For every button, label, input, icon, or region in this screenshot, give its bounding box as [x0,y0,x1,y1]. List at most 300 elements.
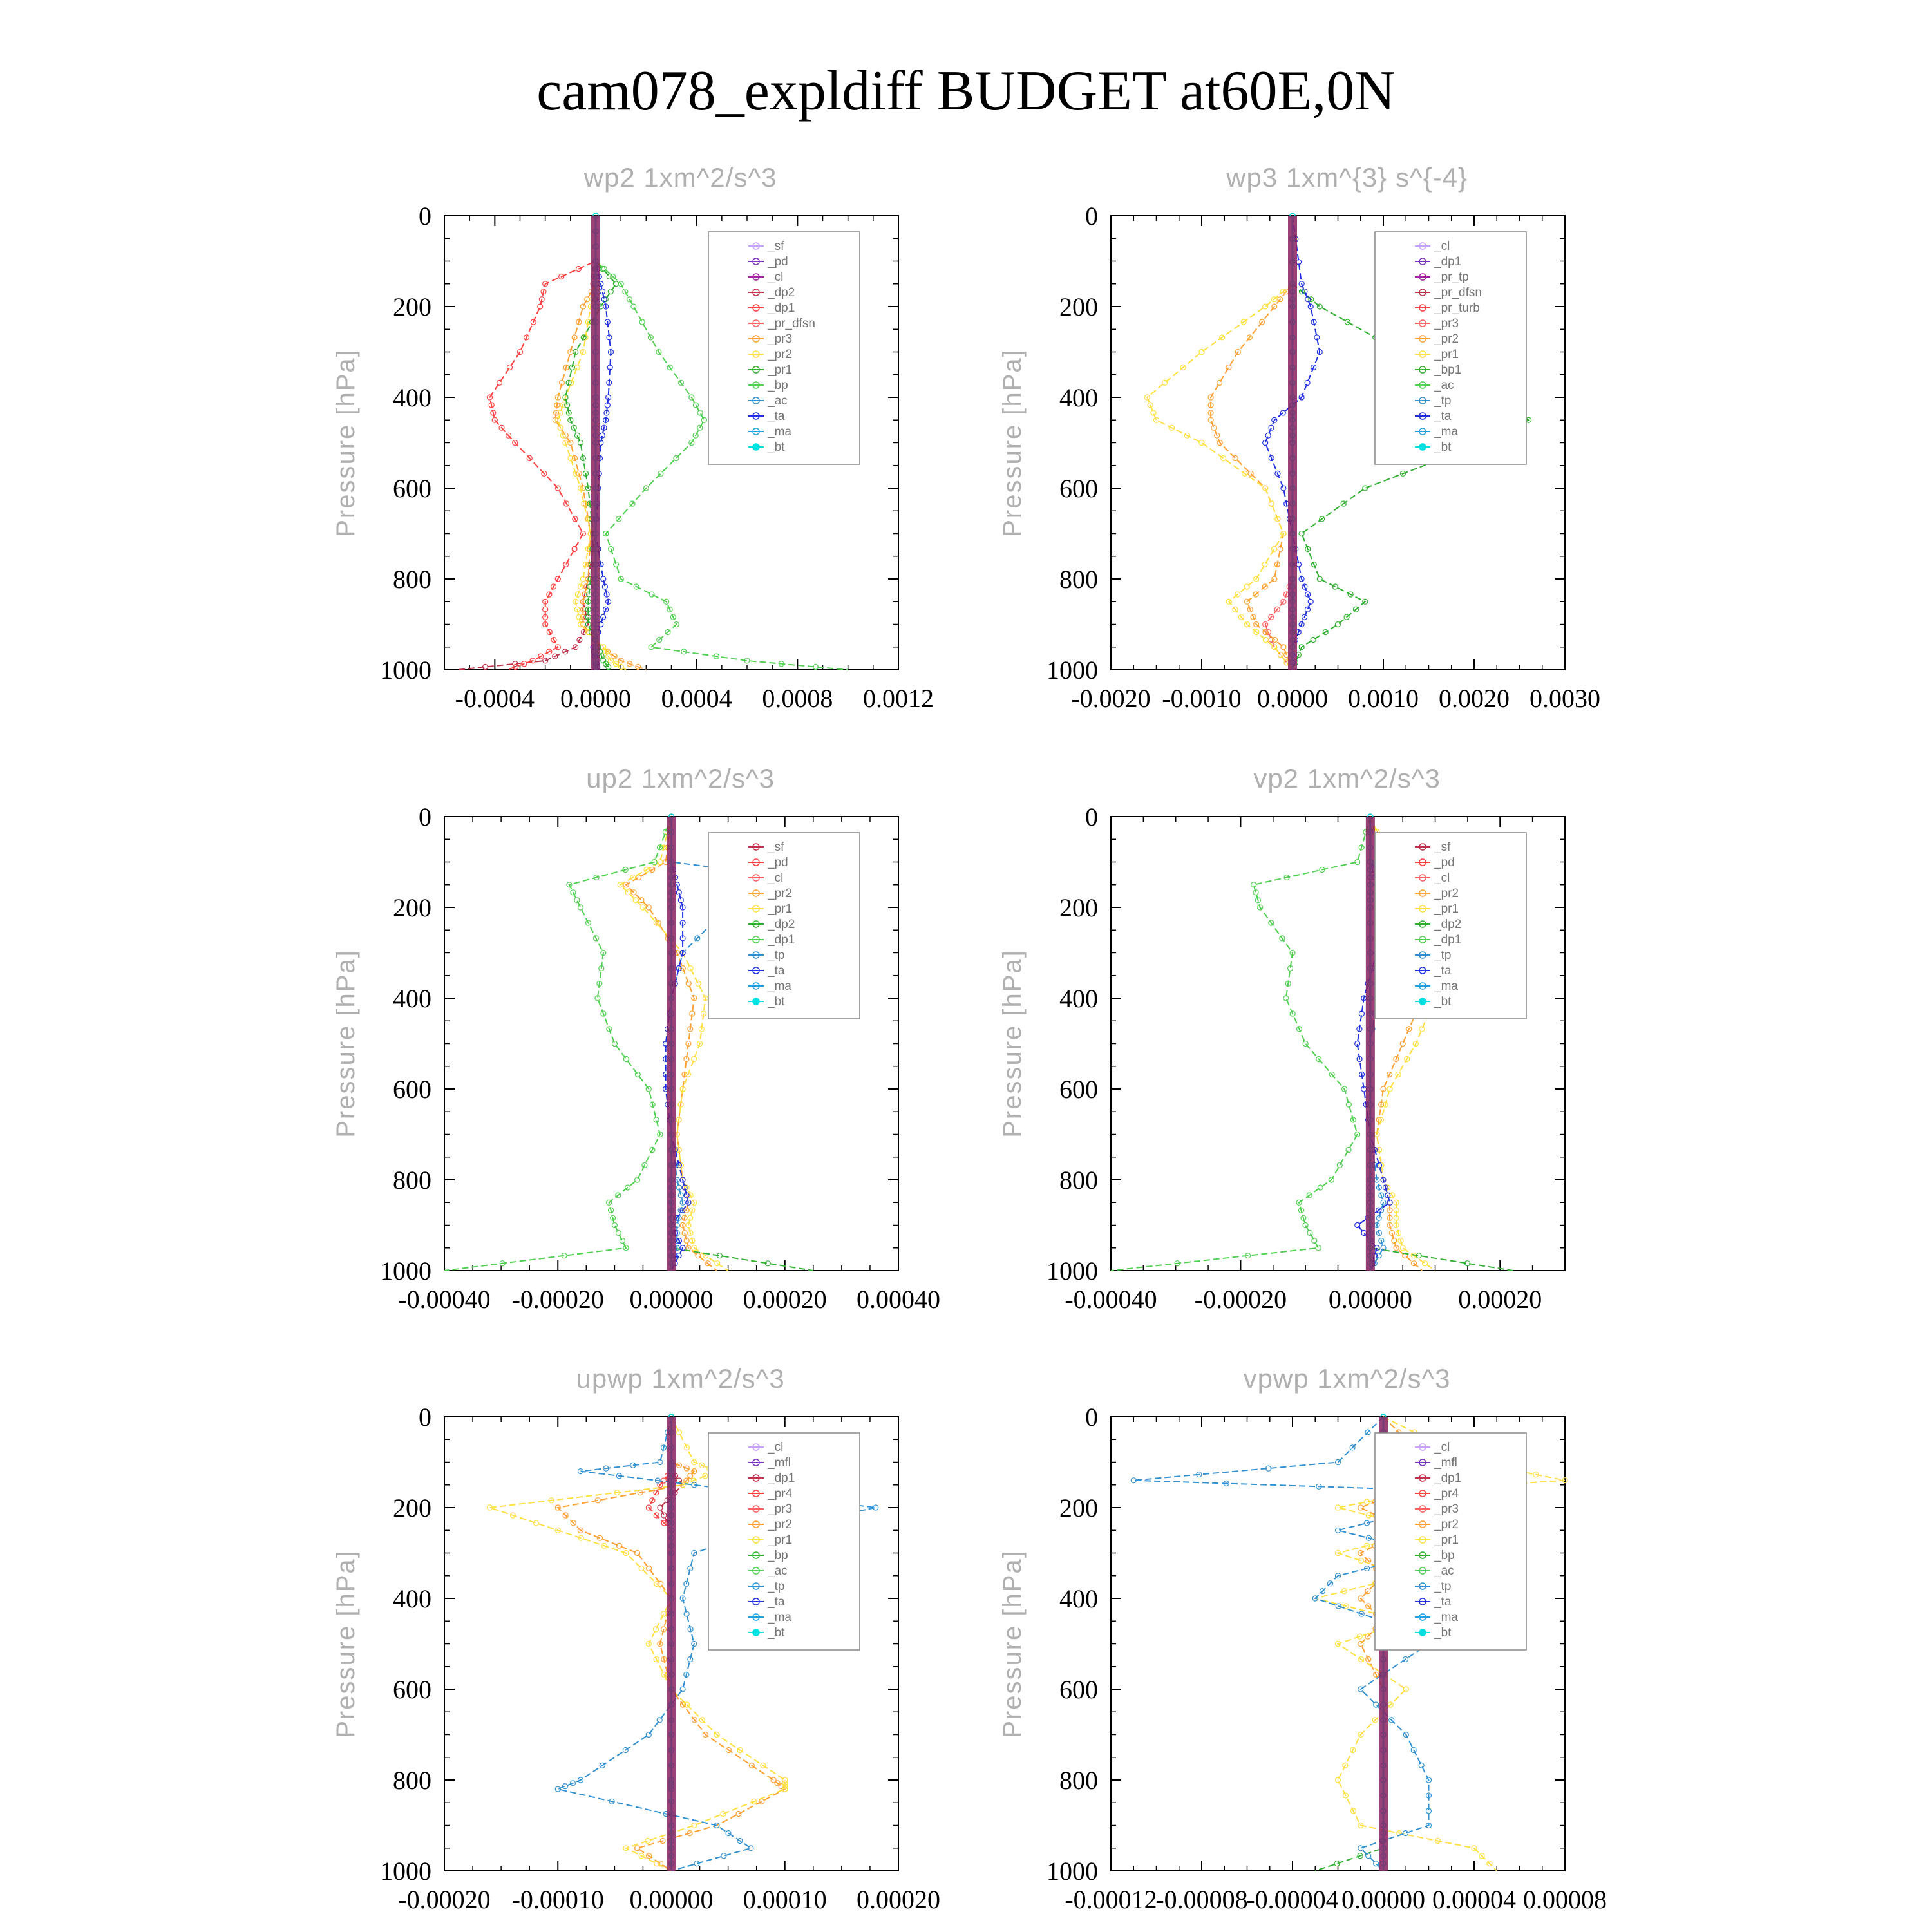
data-point [1305,297,1311,302]
zero-profile-band [667,1417,676,1871]
data-point [658,1505,663,1510]
data-point [1307,1231,1312,1236]
data-point [688,1473,693,1479]
data-point [625,890,630,895]
data-point [612,1223,617,1228]
legend-label: _ma [768,980,791,993]
data-point [507,365,513,370]
legend-label: _tp [1434,1580,1452,1593]
legend-label: _pr4 [768,1487,793,1501]
legend-label: _ac [1434,1564,1454,1578]
legend-label: _pr2 [768,887,793,900]
legend-label: _bt [1434,440,1452,454]
x-tick-label: -0.00010 [511,1885,604,1914]
legend-marker [1419,444,1426,450]
y-tick-label: 200 [1059,1493,1098,1522]
x-tick-label: 0.00020 [743,1285,827,1314]
legend-label: _ac [768,394,788,408]
legend-label: _bp [768,379,788,392]
data-point [1272,645,1277,650]
panel-title: upwp 1xm^2/s^3 [576,1363,785,1394]
y-tick-label: 0 [419,202,431,231]
y-tick-label: 1000 [1046,1256,1098,1285]
data-point [1248,471,1253,476]
zero-profile-band [591,216,600,670]
data-point [1400,1041,1405,1046]
legend-label: _ta [1434,1595,1452,1609]
legend-marker [1419,998,1426,1005]
y-tick-label: 400 [393,984,431,1013]
data-point [736,1812,741,1817]
x-tick-label: 0.0008 [762,684,833,713]
data-point [1358,1642,1363,1647]
panel-title: wp2 1xm^2/s^3 [583,162,777,193]
y-axis-label: Pressure [hPa] [998,348,1027,537]
legend-label: _pr4 [1434,1487,1459,1501]
legend-label: _bp [768,1549,788,1562]
data-point [696,981,701,986]
y-tick-label: 200 [1059,893,1098,922]
y-tick-label: 400 [1059,1584,1098,1613]
data-point [661,1513,667,1518]
data-point [574,365,580,370]
x-tick-label: 0.0012 [863,684,934,713]
legend-label: _sf [1434,840,1451,854]
data-point [1211,425,1217,430]
legend [1375,1433,1526,1650]
zero-profile-band [667,817,676,1271]
x-tick-label: 0.00004 [1432,1885,1516,1914]
legend-label: _ma [1434,1611,1458,1624]
legend-label: _dp1 [768,1472,795,1485]
data-point [1374,1861,1379,1866]
data-point [1280,410,1285,415]
data-point [1154,417,1159,422]
legend-label: _sf [768,840,784,854]
y-tick-label: 1000 [380,1256,431,1285]
legend-label: _pr2 [1434,887,1459,900]
data-point [1317,576,1322,582]
legend-label: _cl [1434,871,1450,885]
data-point [1308,599,1313,604]
legend-label: _pr3 [768,1502,793,1516]
legend-label: _ac [768,1564,788,1578]
data-point [572,547,577,552]
data-point [1281,645,1286,650]
data-point [563,1784,568,1789]
legend-label: _cl [768,1441,784,1454]
panel-title: up2 1xm^2/s^3 [586,763,775,793]
legend-label: _sf [768,240,784,253]
legend-label: _pr1 [768,1533,793,1547]
data-point [674,456,679,461]
y-tick-label: 200 [393,292,431,321]
legend-label: _bt [1434,995,1452,1009]
legend-label: _tp [768,1580,785,1593]
y-axis-label: Pressure [hPa] [332,949,360,1138]
legend-label: _dp1 [768,933,795,947]
panel-wp3 [998,162,1600,713]
panel-title: vp2 1xm^2/s^3 [1253,763,1441,793]
data-point [640,905,645,910]
data-point [654,1627,659,1632]
data-point [1262,562,1267,567]
legend-label: _ma [1434,980,1458,993]
data-point [715,1261,720,1266]
legend-label: _pr2 [1434,1518,1459,1531]
legend-label: _dp2 [768,286,795,299]
panel-vp2 [998,763,1565,1314]
data-point [620,1238,625,1244]
data-point [1244,584,1249,589]
panel-upwp [332,1363,940,1914]
x-tick-label: 0.0000 [560,684,631,713]
data-point [1303,1041,1308,1046]
x-tick-label: 0.0010 [1348,684,1419,713]
data-point [608,289,613,294]
y-tick-label: 0 [419,802,431,831]
x-tick-label: 0.0000 [1257,684,1328,713]
data-point [631,304,636,309]
legend-label: _pr2 [768,348,793,361]
legend-label: _ta [768,410,785,423]
panel-up2 [332,763,940,1314]
x-tick-label: -0.00004 [1246,1885,1339,1914]
data-point [1265,433,1271,438]
data-point [1151,410,1156,415]
panel-vpwp [998,1363,1607,1914]
y-tick-label: 800 [393,1166,431,1195]
data-point [639,319,645,325]
legend-label: _tp [1434,394,1452,408]
data-point [1316,1245,1321,1251]
legend-label: _pr1 [768,363,793,377]
x-tick-label: -0.0010 [1162,684,1242,713]
legend-label: _pr2 [1434,332,1459,346]
legend-label: _dp1 [1434,1472,1462,1485]
legend-label: _dp2 [768,918,795,931]
legend-label: _pr_dfsn [768,317,815,330]
y-tick-label: 600 [1059,1075,1098,1104]
y-tick-label: 200 [1059,292,1098,321]
y-tick-label: 0 [1085,1403,1098,1432]
legend-label: _ma [1434,425,1458,439]
data-point [574,898,580,903]
panels-group [332,162,1607,1914]
x-tick-label: 0.00000 [1328,1285,1412,1314]
legend [1375,232,1526,464]
data-point [1272,576,1277,582]
x-tick-label: 0.0004 [661,684,732,713]
data-point [518,350,523,355]
legend-label: _bt [768,995,785,1009]
data-point [1318,1185,1323,1190]
data-point [633,898,638,903]
legend-label: _pr1 [1434,348,1459,361]
y-axis-label: Pressure [hPa] [332,348,360,537]
panel-wp2 [332,162,934,713]
y-tick-label: 400 [393,383,431,412]
data-point [649,592,654,597]
y-tick-label: 600 [1059,474,1098,503]
data-point [1419,1763,1424,1768]
data-point [1162,380,1168,385]
data-point [1311,638,1316,643]
data-point [1419,1027,1425,1032]
legend-label: _dp1 [1434,933,1462,947]
legend-label: _ta [1434,964,1452,978]
legend-label: _bt [1434,1626,1452,1640]
x-tick-label: -0.0020 [1071,684,1151,713]
data-point [676,1253,681,1258]
legend [708,833,860,1019]
data-point [1337,1162,1342,1168]
legend-label: _pr1 [1434,1533,1459,1547]
panel-title: vpwp 1xm^2/s^3 [1243,1363,1451,1394]
data-point [564,562,569,567]
data-point [1336,1777,1341,1783]
data-point [623,1057,629,1062]
data-point [680,1687,685,1692]
x-tick-label: -0.00020 [398,1885,491,1914]
legend-label: _pr2 [768,1518,793,1531]
zero-profile-band [1366,817,1375,1271]
data-point [1358,1505,1363,1510]
legend-marker [1419,1629,1426,1636]
data-point [701,417,706,422]
y-tick-label: 600 [1059,1675,1098,1704]
x-tick-label: 0.00000 [629,1885,714,1914]
data-point [1269,501,1274,506]
data-point [1361,1231,1367,1236]
data-point [697,425,703,430]
y-tick-label: 800 [1059,1166,1098,1195]
y-tick-label: 200 [393,1493,431,1522]
y-tick-label: 800 [393,1766,431,1795]
data-point [639,1566,644,1571]
legend-label: _dp2 [1434,918,1462,931]
y-tick-label: 400 [1059,383,1098,412]
y-tick-label: 0 [1085,202,1098,231]
data-point [1387,1086,1392,1092]
legend-marker [753,998,759,1005]
data-point [1199,350,1204,355]
data-point [1226,365,1231,370]
x-tick-label: 0.00010 [743,1885,827,1914]
data-point [639,898,644,903]
legend-label: _cl [768,270,784,284]
y-tick-label: 1000 [1046,656,1098,685]
series-line-dp1 [1111,817,1370,1271]
data-point [1278,652,1283,658]
legend [1375,833,1526,1019]
legend-label: _ma [768,425,791,439]
legend-label: _tp [768,949,785,962]
y-tick-label: 200 [393,893,431,922]
x-tick-label: -0.00040 [398,1285,491,1314]
data-point [616,1231,621,1236]
y-tick-label: 1000 [1046,1857,1098,1886]
y-tick-label: 600 [393,1675,431,1704]
x-tick-label: -0.00008 [1155,1885,1248,1914]
data-point [658,471,663,476]
legend-label: _pr_tp [1434,270,1469,284]
data-point [1233,456,1238,461]
figure-title: cam078_expldiff BUDGET at60E,0N [536,60,1396,122]
y-tick-label: 800 [1059,1766,1098,1795]
y-tick-label: 1000 [380,1857,431,1886]
data-point [1305,607,1310,612]
y-axis-label: Pressure [hPa] [332,1549,360,1738]
data-point [1317,304,1322,309]
legend-label: _pr1 [1434,902,1459,916]
data-point [1208,417,1213,422]
data-point [1299,531,1304,536]
data-point [613,281,618,287]
zero-profile-band [1288,216,1297,670]
data-point [635,1072,640,1077]
legend-label: _pd [768,255,788,269]
legend-label: _ac [1434,379,1454,392]
legend-label: _ma [768,1611,791,1624]
data-point [616,1543,621,1548]
data-point [1217,380,1222,385]
y-axis-label: Pressure [hPa] [998,949,1027,1138]
y-axis-label: Pressure [hPa] [998,1549,1027,1738]
data-point [657,1718,662,1723]
data-point [585,297,590,302]
x-tick-label: 0.0030 [1530,684,1600,713]
x-tick-label: -0.00040 [1065,1285,1157,1314]
series-line-pr2 [1211,216,1293,670]
legend-marker [753,444,759,450]
legend-label: _pr1 [768,902,793,916]
data-point [635,1551,640,1556]
data-point [580,304,585,309]
legend-label: _tp [1434,949,1452,962]
data-point [646,1732,651,1738]
legend-label: _ta [1434,410,1452,423]
y-tick-label: 800 [1059,565,1098,594]
x-tick-label: 0.00008 [1523,1885,1607,1914]
x-tick-label: -0.00020 [511,1285,604,1314]
data-point [661,1611,667,1616]
legend-label: _pr3 [768,332,793,346]
data-point [497,380,502,385]
x-tick-label: -0.00012 [1065,1885,1157,1914]
legend-marker [753,1629,759,1636]
legend-label: _pr3 [1434,1502,1459,1516]
data-point [1281,486,1286,491]
data-point [647,1566,652,1571]
data-point [694,402,699,408]
y-tick-label: 0 [1085,802,1098,831]
y-tick-label: 800 [393,565,431,594]
legend-label: _ta [768,964,785,978]
series-line-dp1 [444,817,672,1271]
data-point [1312,1238,1317,1244]
data-point [1346,1148,1351,1153]
y-tick-label: 0 [419,1403,431,1432]
legend-label: _dp1 [1434,255,1462,269]
y-tick-label: 600 [393,474,431,503]
y-tick-label: 400 [393,1584,431,1613]
x-tick-label: 0.00020 [857,1885,940,1914]
data-point [1374,1702,1379,1707]
data-point [635,1177,640,1182]
data-point [1263,440,1268,446]
x-tick-label: -0.00020 [1194,1285,1287,1314]
data-point [1355,1223,1360,1228]
legend [708,232,860,464]
legend-label: _cl [768,871,784,885]
data-point [1363,486,1368,491]
data-point [578,905,583,910]
legend-label: _bt [768,440,785,454]
panel-title: wp3 1xm^{3} s^{-4} [1226,162,1468,193]
x-tick-label: 0.00020 [1458,1285,1542,1314]
legend-label: _pr_turb [1434,301,1480,315]
legend [708,1433,860,1650]
data-point [1263,304,1268,309]
data-point [1423,1261,1428,1266]
data-point [649,645,654,650]
y-tick-label: 600 [393,1075,431,1104]
data-point [1199,440,1204,446]
data-point [1305,380,1310,385]
data-point [1303,1223,1308,1228]
data-point [1366,1853,1371,1859]
x-tick-label: 0.0020 [1439,684,1510,713]
data-point [688,966,693,971]
legend-label: _bp [1434,1549,1455,1562]
legend-label: _mfl [768,1456,791,1470]
data-point [1221,456,1226,461]
data-point [1400,1245,1405,1251]
data-point [1263,638,1268,643]
legend-label: _dp1 [768,301,795,315]
data-point [685,1702,690,1707]
data-point [677,1430,682,1435]
x-tick-label: -0.0004 [455,684,535,713]
data-point [697,410,703,415]
x-tick-label: 0.00040 [857,1285,940,1314]
legend-label: _bt [768,1626,785,1640]
legend-label: _ta [768,1595,785,1609]
data-point [555,1786,560,1792]
data-point [568,440,573,446]
legend-label: _pr_dfsn [1434,286,1482,299]
x-tick-label: 0.00000 [1341,1885,1425,1914]
data-point [1272,547,1277,552]
legend-label: _pd [1434,856,1455,869]
y-tick-label: 400 [1059,984,1098,1013]
data-point [1365,1589,1370,1594]
legend-label: _pd [768,856,788,869]
data-point [1403,1687,1408,1692]
legend-label: _cl [1434,240,1450,253]
data-point [646,905,651,910]
y-tick-label: 1000 [380,656,431,685]
legend-label: _cl [1434,1441,1450,1454]
legend-label: _bp1 [1434,363,1462,377]
legend-label: _mfl [1434,1456,1457,1470]
data-point [696,1253,701,1258]
x-tick-label: 0.00000 [629,1285,714,1314]
data-point [692,1057,697,1062]
data-point [1336,622,1341,627]
legend-label: _pr3 [1434,317,1459,330]
